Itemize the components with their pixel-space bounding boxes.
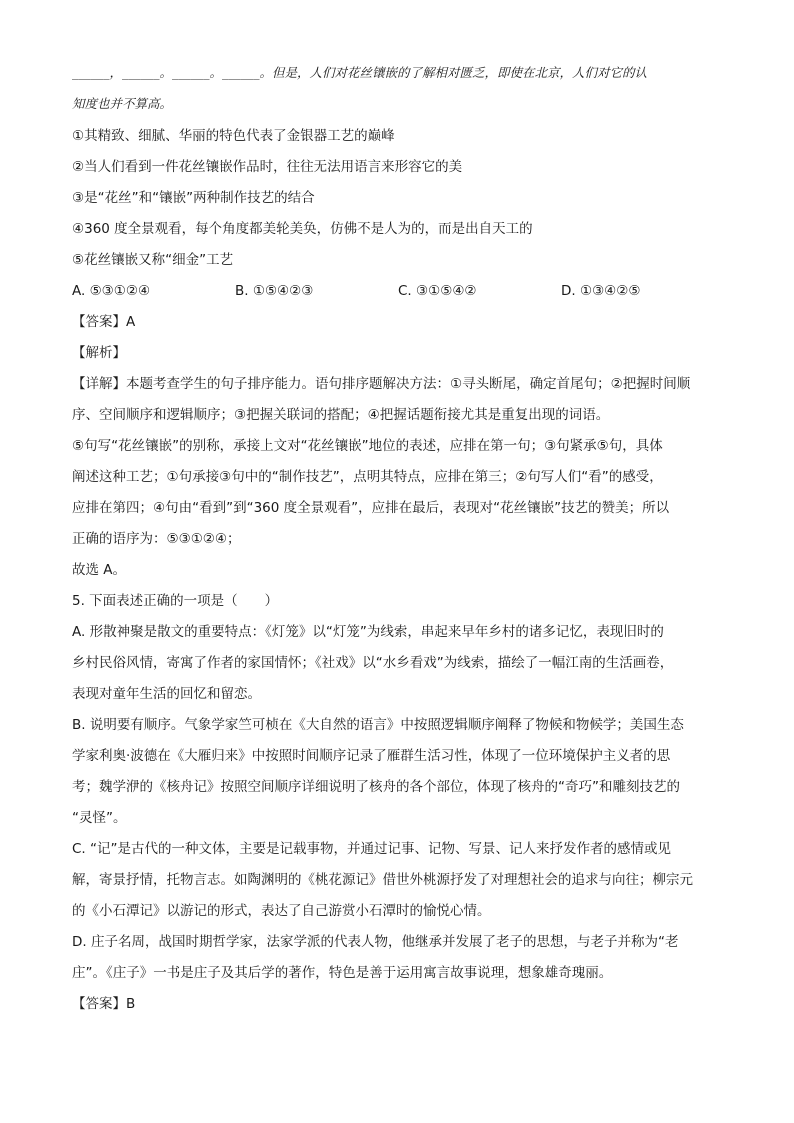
choice-a: A. ⑤③①②④ [72, 283, 151, 299]
detail-line: 故选 A。 [72, 562, 127, 578]
detail-line: ⑤句写“花丝镶嵌”的别称，承接上文对“花丝镶嵌”地位的表述，应排在第一句；③句紧承⑤句，具体 [72, 438, 663, 454]
sentence-item: ②当人们看到一件花丝镶嵌作品时，往往无法用语言来形容它的美 [72, 159, 463, 175]
q4-answer-block [72, 307, 724, 586]
q5-option-line: “灵怪”。 [72, 810, 127, 826]
sentence-list [72, 121, 724, 276]
q5-option-line: D. 庄子名周，战国时期哲学家，法家学派的代表人物，他继承并发展了老子的思想，与老子并称为“老 [72, 934, 679, 950]
q5-option-line: 庄”。《庄子》一书是庄子及其后学的著作，特色是善于运用寓言故事说理，想象雄奇瑰丽。 [72, 965, 613, 981]
intro-line-1: ______，______。______。______。但是，人们对花丝镶嵌的了解相对匮乏，即使在北京，人们对它的认 [72, 65, 648, 80]
detail-line: 阐述这种工艺；①句承接③句中的“制作技艺”，点明其特点，应排在第三；②句写人们“看”的感受， [72, 469, 663, 485]
document-page [72, 62, 724, 1020]
analysis-label: 【解析】 [72, 345, 126, 361]
q5-option-line: B. 说明要有顺序。气象学家竺可桢在《大自然的语言》中按照逻辑顺序阐释了物候和物候学；美国生态 [72, 717, 684, 733]
q5-option-line: 表现对童年生活的回忆和留恋。 [72, 686, 261, 702]
q5-option-line: C. “记”是古代的一种文体，主要是记载事物，并通过记事、记物、写景、记人来抒发作者的感情或见 [72, 841, 671, 857]
sentence-item: ④360 度全景观看，每个角度都美轮美奂，仿佛不是人为的，而是出自天工的 [72, 221, 533, 237]
question-5 [72, 586, 724, 1020]
intro-line-2: 知度也并不算高。 [72, 96, 173, 111]
detail-line: 【详解】本题考查学生的句子排序能力。语句排序题解决方法：①寻头断尾，确定首尾句；②把握时间顺 [72, 376, 691, 392]
q4-choices [72, 276, 724, 307]
detail-line: 正确的语序为：⑤③①②④； [72, 531, 241, 547]
choice-b: B. ①⑤④②③ [235, 283, 314, 299]
q5-option-line: 乡村民俗风情，寄寓了作者的家国情怀；《社戏》以“水乡看戏”为线索，描绘了一幅江南的生活画卷， [72, 655, 674, 671]
choice-d: D. ①③④②⑤ [561, 283, 641, 299]
q5-answer-label: 【答案】B [72, 996, 136, 1012]
detail-line: 应排在第四；④句由“看到”到“360 度全景观看”，应排在最后，表现对“花丝镶嵌”技艺的赞美；所以 [72, 500, 670, 516]
q5-stem: 5. 下面表述正确的一项是（ ） [72, 593, 279, 609]
q5-option-line: A. 形散神聚是散文的重要特点：《灯笼》以“灯笼”为线索，串起来早年乡村的诸多记忆，表现旧时的 [72, 624, 664, 640]
q5-option-line: 的《小石潭记》以游记的形式，表达了自己游赏小石潭时的愉悦心情。 [72, 903, 491, 919]
choice-c: C. ③①⑤④② [398, 283, 477, 299]
answer-label: 【答案】A [72, 314, 136, 330]
q5-option-line: 学家利奥·波德在《大雁归来》中按照时间顺序记录了雁群生活习性，体现了一位环境保护主义者的思 [72, 748, 671, 764]
q5-option-line: 考；魏学洢的《核舟记》按照空间顺序详细说明了核舟的各个部位，体现了核舟的“奇巧”和雕刻技艺的 [72, 779, 680, 795]
detail-line: 序、空间顺序和逻辑顺序；③把握关联词的搭配；④把握话题衔接尤其是重复出现的词语。 [72, 407, 610, 423]
sentence-item: ③是“花丝”和“镶嵌”两种制作技艺的结合 [72, 190, 315, 206]
sentence-item: ⑤花丝镶嵌又称“细金”工艺 [72, 252, 234, 268]
sentence-item: ①其精致、细腻、华丽的特色代表了金银器工艺的巅峰 [72, 128, 395, 144]
q5-option-line: 解，寄景抒情，托物言志。如陶渊明的《桃花源记》借世外桃源抒发了对理想社会的追求与向往；柳宗元 [72, 872, 693, 888]
